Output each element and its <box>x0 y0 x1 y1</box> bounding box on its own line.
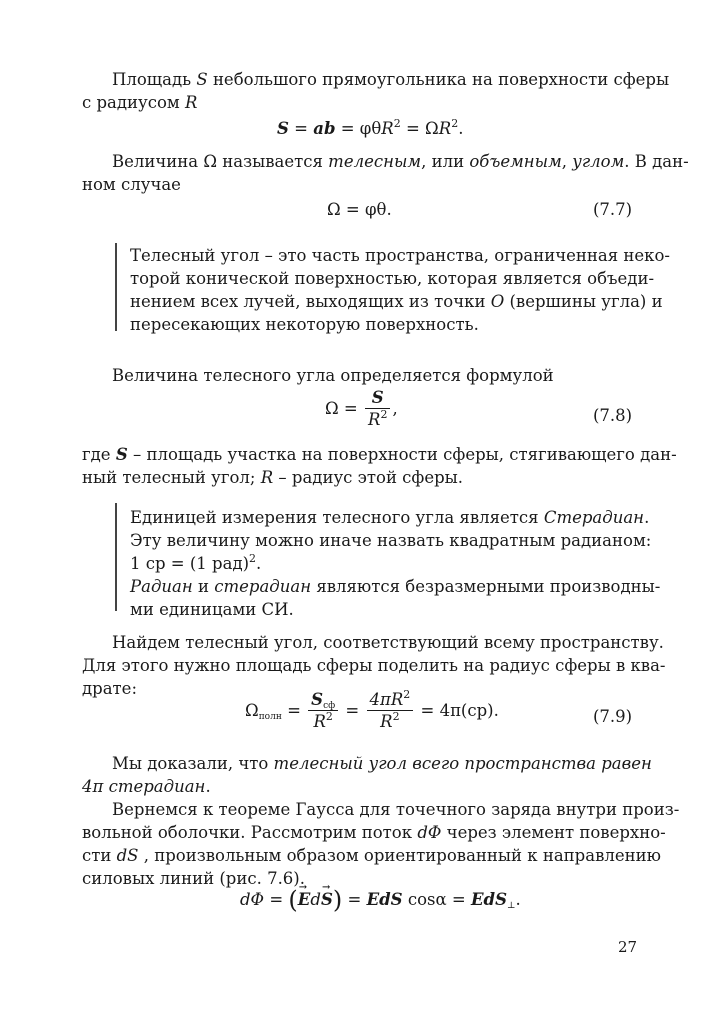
paragraph-line: ном случае <box>82 175 181 194</box>
equation-7-9: $\Omega_{полн}$ = $\frac{S_{сф}}{R^2}$ = $\frac{4\pi R^2}{R^2}$ = 4π(ср). <box>245 688 499 731</box>
paragraph-line: Мы доказали, что телесный угол всего пространства равен <box>112 754 652 773</box>
paragraph-line: где S – площадь участка на поверхности сферы, стягивающего дан- <box>82 445 677 464</box>
equation-number: (7.9) <box>593 707 633 726</box>
page-number: 27 <box>618 938 638 956</box>
definition-line: Единицей измерения телесного угла является Стерадиан. <box>130 508 650 527</box>
paragraph-line: Величина Ω называется телесным, или объемным, углом. В дан- <box>112 152 689 171</box>
paragraph-line: с радиусом R <box>82 93 198 112</box>
paragraph-line: Вернемся к теореме Гаусса для точечного заряда внутри произ- <box>112 800 680 819</box>
paragraph-line: Для этого нужно площадь сферы поделить на радиус сферы в ква- <box>82 656 666 675</box>
paragraph-line: Площадь S небольшого прямоугольника на поверхности сферы <box>112 70 670 89</box>
definition-bar <box>115 503 117 611</box>
paragraph-line: драте: <box>82 679 138 698</box>
definition-line: 1 ср = (1 рад)$^2$. <box>130 552 262 573</box>
paragraph-line: вольной оболочки. Рассмотрим поток dΦ через элемент поверхно- <box>82 823 666 842</box>
paragraph-line: 4π стерадиан. <box>82 777 211 796</box>
paragraph-line: Найдем телесный угол, соответствующий всему пространству. <box>112 633 664 652</box>
paragraph-line: ный телесный угол; R – радиус этой сферы. <box>82 468 464 487</box>
equation-flux: dΦ = (→ Ed→ S) = EdS cosα = EdS$_\perp$. <box>240 889 521 911</box>
paragraph-line: сти dS , произвольным образом ориентированный к направлению <box>82 846 661 865</box>
equation-7-7: Ω = φθ. <box>327 200 392 219</box>
equation-sphere-area: S = ab = $\varphi\theta R^2 = \Omega R^2$. <box>277 117 464 138</box>
equation-7-8: Ω = $\frac{S}{R^2}$ , <box>325 388 398 429</box>
definition-line: Радиан и стерадиан являются безразмерными производны- <box>130 577 661 596</box>
definition-line: пересекающих некоторую поверхность. <box>130 315 479 334</box>
equation-number: (7.7) <box>593 200 633 219</box>
equation-number: (7.8) <box>593 406 633 425</box>
definition-line: нением всех лучей, выходящих из точки O (вершины угла) и <box>130 292 663 311</box>
definition-line: Телесный угол – это часть пространства, ограниченная неко- <box>130 246 670 265</box>
definition-line: ми единицами СИ. <box>130 600 294 619</box>
paragraph-line: силовых линий (рис. 7.6). <box>82 869 305 888</box>
definition-line: торой конической поверхностью, которая является объеди- <box>130 269 655 288</box>
paragraph-line: Величина телесного угла определяется формулой <box>112 366 554 385</box>
definition-line: Эту величину можно иначе назвать квадратным радианом: <box>130 531 652 550</box>
definition-bar <box>115 243 117 331</box>
